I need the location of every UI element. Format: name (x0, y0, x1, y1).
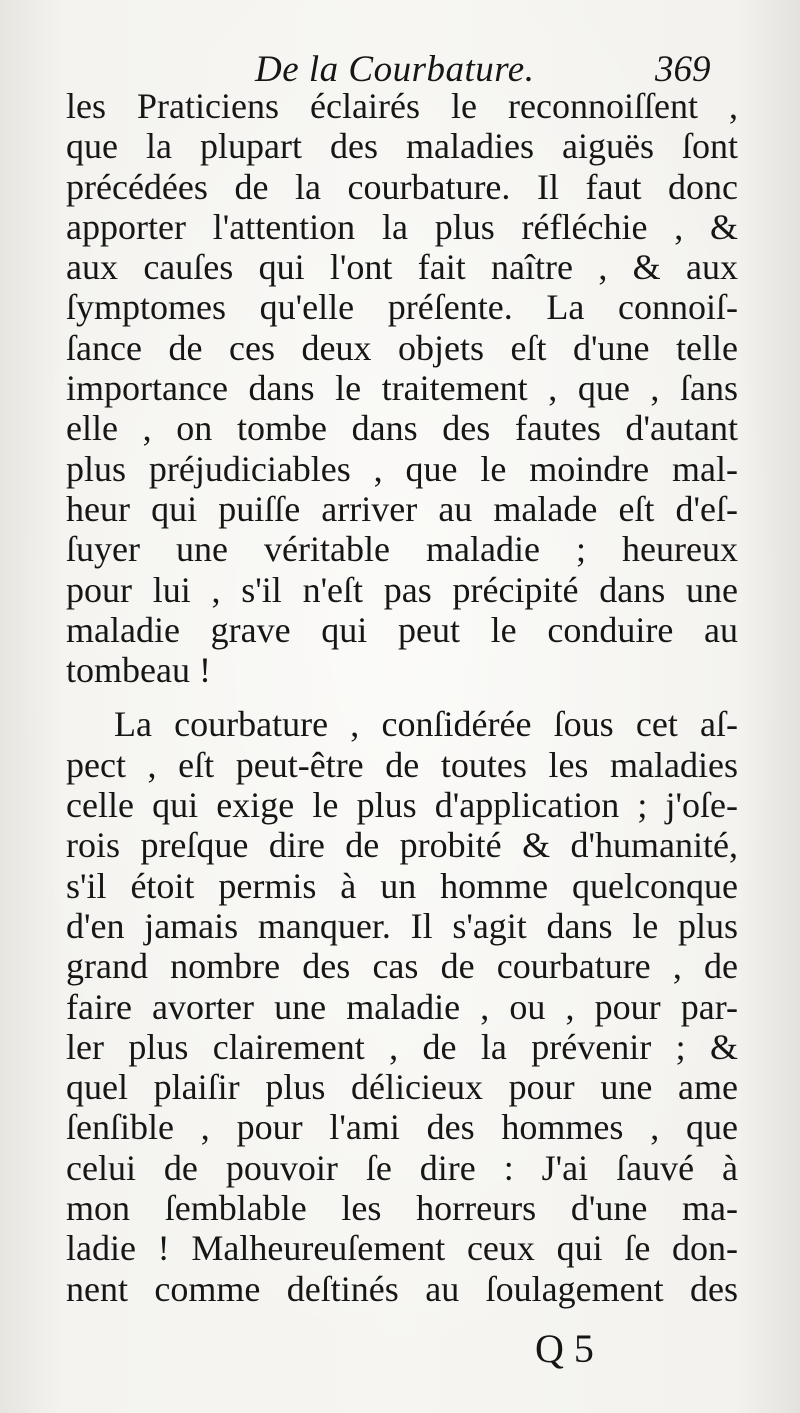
body-text (66, 86, 738, 1309)
text-line: La courbature , conſidérée ſous cet aſ- (114, 704, 738, 745)
text-line: ſymptomes qu'elle préſente. La connoiſ- (66, 287, 738, 328)
text-line: précédées de la courbature. Il faut donc (66, 166, 738, 207)
text-line: que la plupart des maladies aiguës ſont (66, 126, 738, 167)
text-line: plus préjudiciables , que le moindre mal- (66, 448, 738, 489)
text-line: tombeau ! (66, 650, 211, 691)
text-line: ler plus clairement , de la prévenir ; & (66, 1026, 738, 1067)
text-line: apporter l'attention la plus réfléchie , & (66, 206, 738, 247)
text-line: celui de pouvoir ſe dire : J'ai ſauvé à (66, 1147, 738, 1188)
text-line: quel plaiſir plus délicieux pour une ame (66, 1067, 738, 1108)
text-line: pour lui , s'il n'eſt pas précipité dans une (66, 569, 738, 610)
text-line: les Praticiens éclairés le reconnoiſſent , (66, 86, 738, 126)
text-line: ladie ! Malheureuſement ceux qui ſe don- (66, 1228, 738, 1269)
text-line: pect , eſt peut-être de toutes les maladies (66, 744, 738, 785)
text-line: ſance de ces deux objets eſt d'une telle (66, 327, 738, 368)
signature-mark: Q 5 (535, 1326, 594, 1371)
page-number: 369 (655, 49, 711, 90)
text-line: ſenſible , pour l'ami des hommes , que (66, 1107, 738, 1148)
text-line: heur qui puiſſe arriver au malade eſt d'eſ- (66, 488, 738, 529)
page-footer (0, 1325, 800, 1385)
text-line: ſuyer une véritable maladie ; heureux (66, 529, 738, 570)
text-line: d'en jamais manquer. Il s'agit dans le plus (66, 905, 738, 946)
text-line: celle qui exige le plus d'application ; j'oſe- (66, 785, 738, 826)
text-line: faire avorter une maladie , ou , pour par- (66, 986, 738, 1027)
text-line: mon ſemblable les horreurs d'une ma- (66, 1188, 738, 1229)
text-line: elle , on tombe dans des fautes d'autant (66, 408, 738, 449)
text-line: importance dans le traitement , que , ſans (66, 368, 738, 409)
text-line: rois preſque dire de probité & d'humanité, (66, 825, 738, 866)
text-line: aux cauſes qui l'ont fait naître , & aux (66, 247, 738, 288)
paragraph-gap (66, 690, 738, 704)
text-line: nent comme deſtinés au ſoulagement des (66, 1268, 738, 1309)
running-title: De la Courbature. (255, 49, 535, 90)
text-line: grand nombre des cas de courbature , de (66, 946, 738, 987)
text-line: maladie grave qui peut le conduire au (66, 609, 738, 650)
text-line: s'il étoit permis à un homme quelconque (66, 865, 738, 906)
